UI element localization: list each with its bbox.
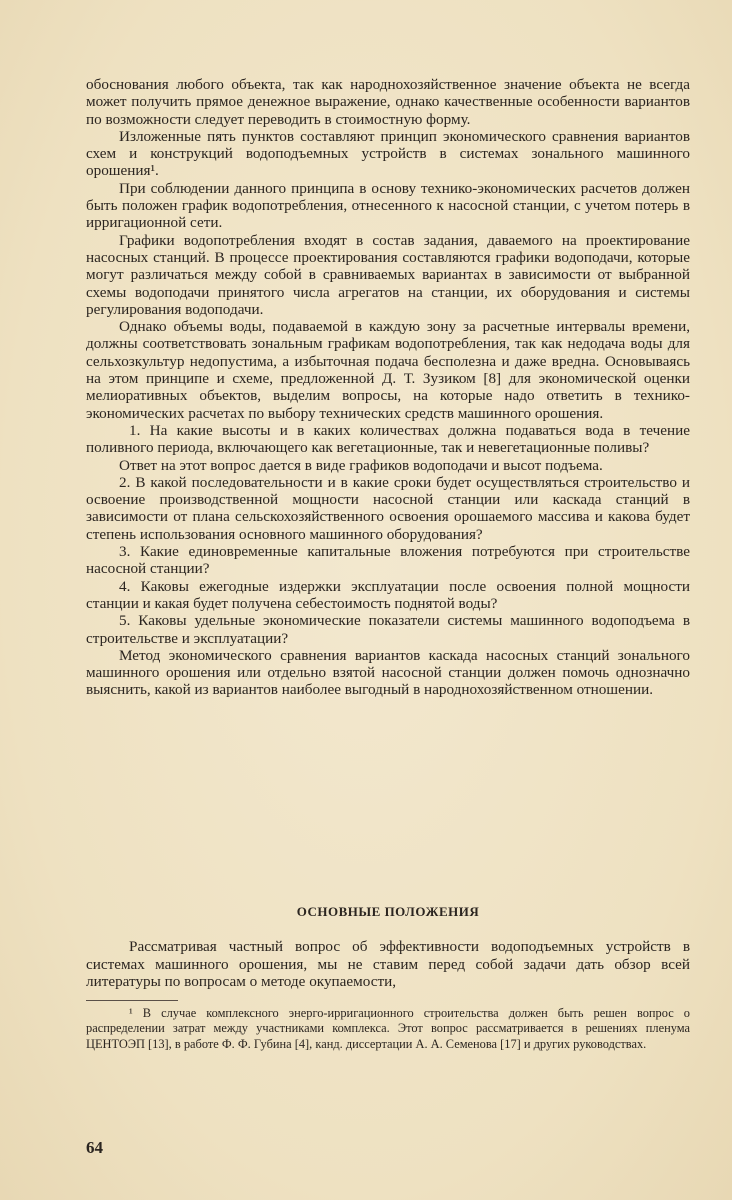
paragraph-5: Однако объемы воды, подаваемой в каждую зону за расчетные интервалы времени, должны соответствовать зональным графикам водопотребления, так как недодача воды для сельхозкультур недопустима, а избыточная подача бесполезна и даже вредна. Основываясь на этом принципе и схеме, предложенной Д. Т. Зузиком [8] для экономической оценки мелиоративных объектов, выделим вопросы, на которые надо ответить в технико-экономических расчетах по выбору технических средств машинного орошения. xyxy=(86,318,690,422)
paragraph-3: При соблюдении данного принципа в основу технико-экономических расчетов должен быть положен график водопотребления, отнесенного к насосной станции, с учетом потерь в ирригационной сети. xyxy=(86,179,690,232)
section-paragraph-1: Рассматривая частный вопрос об эффективности водоподъемных устройств в системах машинного орошения, мы не ставим перед собой задачи дать обзор всей литературы по вопросам о методе окупаемости, xyxy=(86,938,690,990)
footnote-text: ¹ В случае комплексного энерго-ирригационного строительства должен быть решен вопрос о распределении затрат между участниками комплекса. Этот вопрос рассматривается в решениях пленума ЦЕНТОЭП [13], в работе Ф. Ф. Губина [4], канд. диссертации А. А. Семенова [17] и других руководствах. xyxy=(86,1006,690,1051)
section-heading: ОСНОВНЫЕ ПОЛОЖЕНИЯ xyxy=(296,904,480,919)
question-3: 3. Какие единовременные капитальные вложения потребуются при строительстве насосной станции? xyxy=(86,543,690,578)
question-4: 4. Каковы ежегодные издержки эксплуатации после освоения полной мощности станции и какая будет получена себестоимость поднятой воды? xyxy=(86,577,690,612)
footnote xyxy=(86,1006,690,1052)
page-number: 64 xyxy=(86,1138,103,1157)
answer-1: Ответ на этот вопрос дается в виде графиков водоподачи и высот подъема. xyxy=(119,456,603,474)
main-text xyxy=(86,76,690,699)
section-text xyxy=(86,938,690,991)
paragraph-4: Графики водопотребления входят в состав задания, даваемого на проектирование насосных станций. В процессе проектирования составляются графики водоподачи, которые могут различаться между собой в сравниваемых вариантах в зависимости от выбранной схемы водоподачи принятого числа агрегатов на станции, их оборудования и системы регулирования водоподачи. xyxy=(86,231,690,318)
paragraph-2: Изложенные пять пунктов составляют принцип экономического сравнения вариантов схем и конструкций водоподъемных устройств в системах зонального машинного орошения¹. xyxy=(86,127,690,180)
paragraph-6: Метод экономического сравнения вариантов каскада насосных станций зонального машинного орошения или отдельно взятой насосной станции должен помочь однозначно выяснить, какой из вариантов наиболее выгодный в народнохозяйственном отношении. xyxy=(86,646,690,699)
footnote-divider xyxy=(86,1000,178,1001)
question-2: 2. В какой последовательности и в какие сроки будет осуществляться строительство и освоение производственной мощности насосной станции или каскада станций в зависимости от плана сельскохозяйственного освоения орошаемого массива и какова будет степень использования основного машинного оборудования? xyxy=(86,473,690,543)
question-1: 1. На какие высоты и в каких количествах должна подаваться вода в течение поливного периода, включающего как вегетационные, так и невегетационные поливы? xyxy=(86,421,690,457)
question-5: 5. Каковы удельные экономические показатели системы машинного водоподъема в строительстве и эксплуатации? xyxy=(86,612,690,647)
paragraph-1: обоснования любого объекта, так как народнохозяйственное значение объекта не всегда может получить прямое денежное выражение, однако качественные особенности вариантов по возможности следует переводить в стоимостную форму. xyxy=(86,76,690,128)
